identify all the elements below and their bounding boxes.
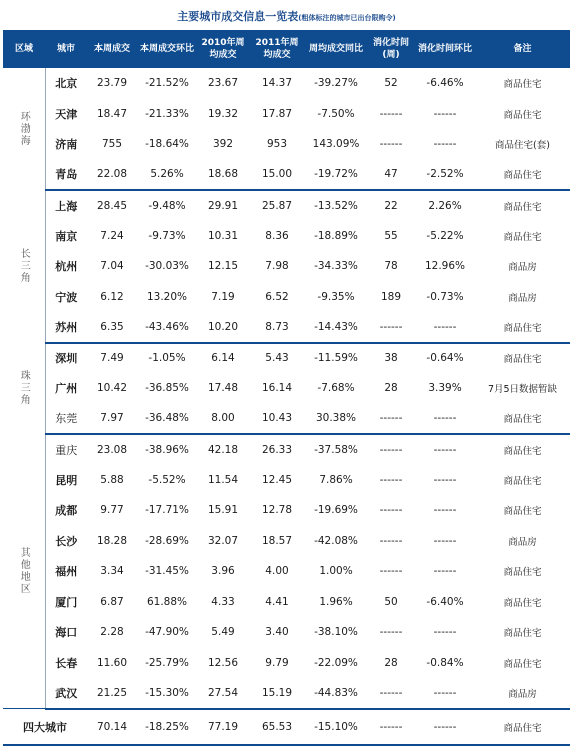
- value-cell: -0.84%: [426, 656, 464, 669]
- region-cell: 珠三角: [3, 343, 45, 435]
- value-cell: 10.31: [207, 229, 239, 242]
- value-cell: 42.18: [207, 443, 239, 456]
- value-cell: -18.89%: [314, 229, 358, 242]
- value-cell: 7.98: [265, 260, 289, 273]
- header-cell: 城市: [45, 30, 87, 68]
- value-cell: -19.72%: [305, 160, 367, 191]
- value-cell: 8.00: [197, 404, 249, 435]
- value-cell: 28.45: [96, 199, 128, 212]
- city-cell: 南京: [55, 229, 78, 243]
- value-cell: 12.45: [261, 473, 293, 486]
- value-cell: ------: [415, 678, 475, 709]
- summary-row: [3, 709, 570, 745]
- value-cell: 22: [384, 199, 398, 212]
- note-cell: 商品住宅: [503, 109, 542, 121]
- value-cell: 18.47: [96, 107, 128, 120]
- value-cell: 25.87: [261, 199, 293, 212]
- note-cell: 7月5日数据暂缺: [487, 384, 558, 396]
- value-cell: 189: [380, 290, 402, 303]
- value-cell: 4.33: [211, 595, 235, 608]
- value-cell: ------: [379, 504, 403, 517]
- value-cell: 5.26%: [137, 160, 197, 191]
- value-cell: -0.73%: [426, 290, 464, 303]
- value-cell: 6.35: [87, 312, 137, 343]
- note-cell: 商品房: [475, 678, 570, 709]
- value-cell: 61.88%: [146, 595, 188, 608]
- value-cell: 19.32: [207, 107, 239, 120]
- value-cell: 52: [384, 77, 398, 90]
- header-cell: 备注: [475, 30, 570, 68]
- header-cell: 2010年周均成交: [197, 30, 249, 68]
- value-cell: 5.43: [265, 352, 289, 365]
- note-cell: 商品住宅: [475, 709, 570, 745]
- table-row: [3, 312, 570, 343]
- city-cell: 济南: [55, 138, 78, 152]
- table-row: [3, 617, 570, 648]
- value-cell: -1.05%: [148, 352, 186, 365]
- value-cell: 18.68: [197, 160, 249, 191]
- city-transaction-table: [3, 30, 570, 746]
- value-cell: 12.96%: [424, 260, 466, 273]
- table-row: [3, 526, 570, 557]
- value-cell: -18.25%: [137, 709, 197, 745]
- header-row: [3, 30, 570, 68]
- value-cell: 7.86%: [319, 473, 353, 486]
- value-cell: 55: [384, 229, 398, 242]
- value-cell: ------: [433, 565, 457, 578]
- value-cell: 9.77: [100, 504, 124, 517]
- value-cell: -18.64%: [145, 138, 189, 151]
- value-cell: 3.34: [100, 565, 124, 578]
- table-row: [3, 495, 570, 526]
- value-cell: -6.40%: [426, 595, 464, 608]
- value-cell: 143.09%: [312, 138, 360, 151]
- value-cell: 17.87: [261, 107, 293, 120]
- value-cell: 1.00%: [319, 565, 353, 578]
- value-cell: -13.52%: [314, 199, 358, 212]
- table-row: [3, 465, 570, 496]
- table-row: [3, 678, 570, 709]
- header-cell: 本周成交: [87, 30, 137, 68]
- value-cell: ------: [379, 565, 403, 578]
- city-cell: 昆明: [55, 473, 78, 487]
- value-cell: ------: [379, 626, 403, 639]
- value-cell: 13.20%: [146, 290, 188, 303]
- value-cell: 11.54: [207, 473, 239, 486]
- note-cell: 商品住宅: [475, 404, 570, 435]
- value-cell: 10.20: [197, 312, 249, 343]
- value-cell: -2.52%: [415, 160, 475, 191]
- city-cell: 长沙: [55, 534, 78, 548]
- value-cell: ------: [415, 709, 475, 745]
- value-cell: ------: [379, 107, 403, 120]
- value-cell: 12.78: [261, 504, 293, 517]
- note-cell: 商品住宅: [503, 354, 542, 366]
- value-cell: 70.14: [87, 709, 137, 745]
- table-row: [3, 587, 570, 618]
- region-cell: 其他地区: [3, 434, 45, 709]
- value-cell: 22.08: [87, 160, 137, 191]
- table-row: [3, 648, 570, 679]
- city-cell: 武汉: [45, 678, 87, 709]
- value-cell: -39.27%: [314, 77, 358, 90]
- value-cell: 2.28: [100, 626, 124, 639]
- value-cell: -31.45%: [145, 565, 189, 578]
- value-cell: 32.07: [207, 534, 239, 547]
- city-cell: 杭州: [55, 260, 78, 274]
- city-cell: 海口: [55, 626, 78, 640]
- value-cell: 5.88: [100, 473, 124, 486]
- value-cell: -22.09%: [314, 656, 358, 669]
- value-cell: 3.40: [265, 626, 289, 639]
- value-cell: -36.48%: [137, 404, 197, 435]
- value-cell: 27.54: [197, 678, 249, 709]
- header-cell: 区域: [3, 30, 45, 68]
- value-cell: ------: [433, 443, 457, 456]
- table-row: [3, 99, 570, 130]
- header-cell: 消化时间环比: [415, 30, 475, 68]
- note-cell: 商品住宅: [503, 506, 542, 518]
- value-cell: 6.14: [211, 352, 235, 365]
- value-cell: 953: [266, 138, 288, 151]
- city-cell: 天津: [55, 107, 78, 121]
- note-cell: 商品住宅: [503, 201, 542, 213]
- value-cell: ------: [433, 504, 457, 517]
- city-cell: 重庆: [55, 443, 78, 457]
- value-cell: 6.52: [265, 290, 289, 303]
- value-cell: ------: [415, 404, 475, 435]
- header-cell: 周均成交同比: [305, 30, 367, 68]
- region-cell: 环渤海: [3, 68, 45, 190]
- value-cell: ------: [433, 107, 457, 120]
- city-cell: 成都: [55, 504, 78, 518]
- value-cell: 21.25: [87, 678, 137, 709]
- value-cell: 18.57: [261, 534, 293, 547]
- value-cell: -21.52%: [145, 77, 189, 90]
- value-cell: 4.41: [265, 595, 289, 608]
- value-cell: -5.52%: [148, 473, 186, 486]
- value-cell: 8.73: [249, 312, 305, 343]
- value-cell: -11.59%: [314, 352, 358, 365]
- city-cell: 广州: [55, 382, 78, 396]
- value-cell: 10.42: [96, 382, 128, 395]
- value-cell: -38.10%: [314, 626, 358, 639]
- value-cell: -21.33%: [145, 107, 189, 120]
- table-row: [3, 343, 570, 374]
- region-cell: 长三角: [3, 190, 45, 343]
- value-cell: -47.90%: [145, 626, 189, 639]
- value-cell: 10.43: [249, 404, 305, 435]
- table-row: [3, 190, 570, 221]
- city-cell: 北京: [55, 77, 78, 91]
- note-cell: 商品房: [508, 292, 537, 304]
- value-cell: 7.24: [100, 229, 124, 242]
- city-cell: 长春: [55, 656, 78, 670]
- value-cell: 23.08: [96, 443, 128, 456]
- value-cell: -9.35%: [317, 290, 355, 303]
- table-title-note: (粗体标注的城市已出台限购令): [298, 14, 396, 22]
- value-cell: 3.39%: [428, 382, 462, 395]
- value-cell: 65.53: [249, 709, 305, 745]
- value-cell: -25.79%: [145, 656, 189, 669]
- city-cell: 东莞: [45, 404, 87, 435]
- value-cell: ------: [367, 404, 415, 435]
- value-cell: -6.46%: [426, 77, 464, 90]
- value-cell: -0.64%: [426, 352, 464, 365]
- value-cell: 78: [384, 260, 398, 273]
- value-cell: 50: [384, 595, 398, 608]
- value-cell: ------: [379, 138, 403, 151]
- value-cell: -14.43%: [305, 312, 367, 343]
- city-cell: 上海: [55, 199, 78, 213]
- table-title-main: 主要城市成交信息一览表: [177, 10, 299, 23]
- table-row: [3, 556, 570, 587]
- value-cell: -17.71%: [145, 504, 189, 517]
- city-cell: 福州: [55, 565, 78, 579]
- value-cell: -36.85%: [145, 382, 189, 395]
- value-cell: 28: [384, 656, 398, 669]
- value-cell: ------: [415, 312, 475, 343]
- value-cell: 7.49: [100, 352, 124, 365]
- note-cell: 商品住宅: [503, 445, 542, 457]
- value-cell: 7.19: [211, 290, 235, 303]
- value-cell: 28: [384, 382, 398, 395]
- header-cell: 本周成交环比: [137, 30, 197, 68]
- value-cell: 14.37: [261, 77, 293, 90]
- value-cell: ------: [433, 138, 457, 151]
- value-cell: 23.79: [96, 77, 128, 90]
- value-cell: 26.33: [261, 443, 293, 456]
- value-cell: -34.33%: [314, 260, 358, 273]
- value-cell: -19.69%: [314, 504, 358, 517]
- value-cell: ------: [367, 709, 415, 745]
- value-cell: 9.79: [265, 656, 289, 669]
- table-body: [3, 68, 570, 745]
- value-cell: -9.48%: [148, 199, 186, 212]
- value-cell: 755: [101, 138, 123, 151]
- value-cell: -38.96%: [145, 443, 189, 456]
- value-cell: 30.38%: [305, 404, 367, 435]
- note-cell: 商品住宅: [503, 628, 542, 640]
- note-cell: 商品住宅(套): [495, 140, 550, 152]
- note-cell: 商品住宅: [475, 160, 570, 191]
- value-cell: -15.30%: [137, 678, 197, 709]
- note-cell: 商品住宅: [503, 475, 542, 487]
- value-cell: 38: [384, 352, 398, 365]
- value-cell: -44.83%: [305, 678, 367, 709]
- value-cell: 3.96: [211, 565, 235, 578]
- value-cell: 11.60: [96, 656, 128, 669]
- value-cell: 15.00: [249, 160, 305, 191]
- value-cell: -43.46%: [137, 312, 197, 343]
- table-row: [3, 434, 570, 465]
- value-cell: 1.96%: [319, 595, 353, 608]
- value-cell: 6.12: [100, 290, 124, 303]
- value-cell: -15.10%: [305, 709, 367, 745]
- value-cell: ------: [379, 534, 403, 547]
- value-cell: 16.14: [261, 382, 293, 395]
- value-cell: ------: [433, 626, 457, 639]
- value-cell: 392: [212, 138, 234, 151]
- value-cell: 12.15: [207, 260, 239, 273]
- note-cell: 商品住宅: [503, 567, 542, 579]
- note-cell: 商品房: [508, 536, 537, 548]
- table-row: [3, 221, 570, 252]
- note-cell: 商品住宅: [503, 658, 542, 670]
- value-cell: 5.49: [211, 626, 235, 639]
- value-cell: 17.48: [207, 382, 239, 395]
- value-cell: 47: [367, 160, 415, 191]
- city-cell: 苏州: [45, 312, 87, 343]
- table-row: [3, 68, 570, 99]
- table-row: [3, 404, 570, 435]
- value-cell: -9.73%: [148, 229, 186, 242]
- value-cell: 6.87: [100, 595, 124, 608]
- value-cell: 12.56: [207, 656, 239, 669]
- value-cell: 2.26%: [428, 199, 462, 212]
- city-cell: 青岛: [45, 160, 87, 191]
- value-cell: -42.08%: [314, 534, 358, 547]
- table-row: [3, 251, 570, 282]
- note-cell: 商品房: [508, 262, 537, 274]
- value-cell: ------: [379, 443, 403, 456]
- value-cell: ------: [367, 312, 415, 343]
- summary-label: 四大城市: [3, 709, 87, 745]
- value-cell: 18.28: [96, 534, 128, 547]
- value-cell: ------: [433, 473, 457, 486]
- city-cell: 厦门: [55, 595, 78, 609]
- header-cell: 消化时间(周): [367, 30, 415, 68]
- value-cell: -37.58%: [314, 443, 358, 456]
- value-cell: 15.91: [207, 504, 239, 517]
- header-cell: 2011年周均成交: [249, 30, 305, 68]
- table-row: [3, 160, 570, 191]
- value-cell: 7.04: [100, 260, 124, 273]
- value-cell: 15.19: [249, 678, 305, 709]
- value-cell: -5.22%: [426, 229, 464, 242]
- table-row: [3, 282, 570, 313]
- value-cell: 7.97: [87, 404, 137, 435]
- city-cell: 深圳: [55, 352, 78, 366]
- value-cell: -28.69%: [145, 534, 189, 547]
- value-cell: 8.36: [265, 229, 289, 242]
- note-cell: 商品住宅: [503, 597, 542, 609]
- value-cell: ------: [367, 678, 415, 709]
- value-cell: 4.00: [265, 565, 289, 578]
- value-cell: ------: [433, 534, 457, 547]
- value-cell: -7.68%: [317, 382, 355, 395]
- value-cell: 23.67: [207, 77, 239, 90]
- value-cell: -7.50%: [317, 107, 355, 120]
- value-cell: 77.19: [197, 709, 249, 745]
- value-cell: ------: [379, 473, 403, 486]
- table-title: [0, 0, 573, 30]
- note-cell: 商品住宅: [503, 79, 542, 91]
- table-row: [3, 373, 570, 404]
- value-cell: 29.91: [207, 199, 239, 212]
- city-cell: 宁波: [55, 290, 78, 304]
- value-cell: -30.03%: [145, 260, 189, 273]
- table-row: [3, 129, 570, 160]
- note-cell: 商品住宅: [503, 231, 542, 243]
- note-cell: 商品住宅: [475, 312, 570, 343]
